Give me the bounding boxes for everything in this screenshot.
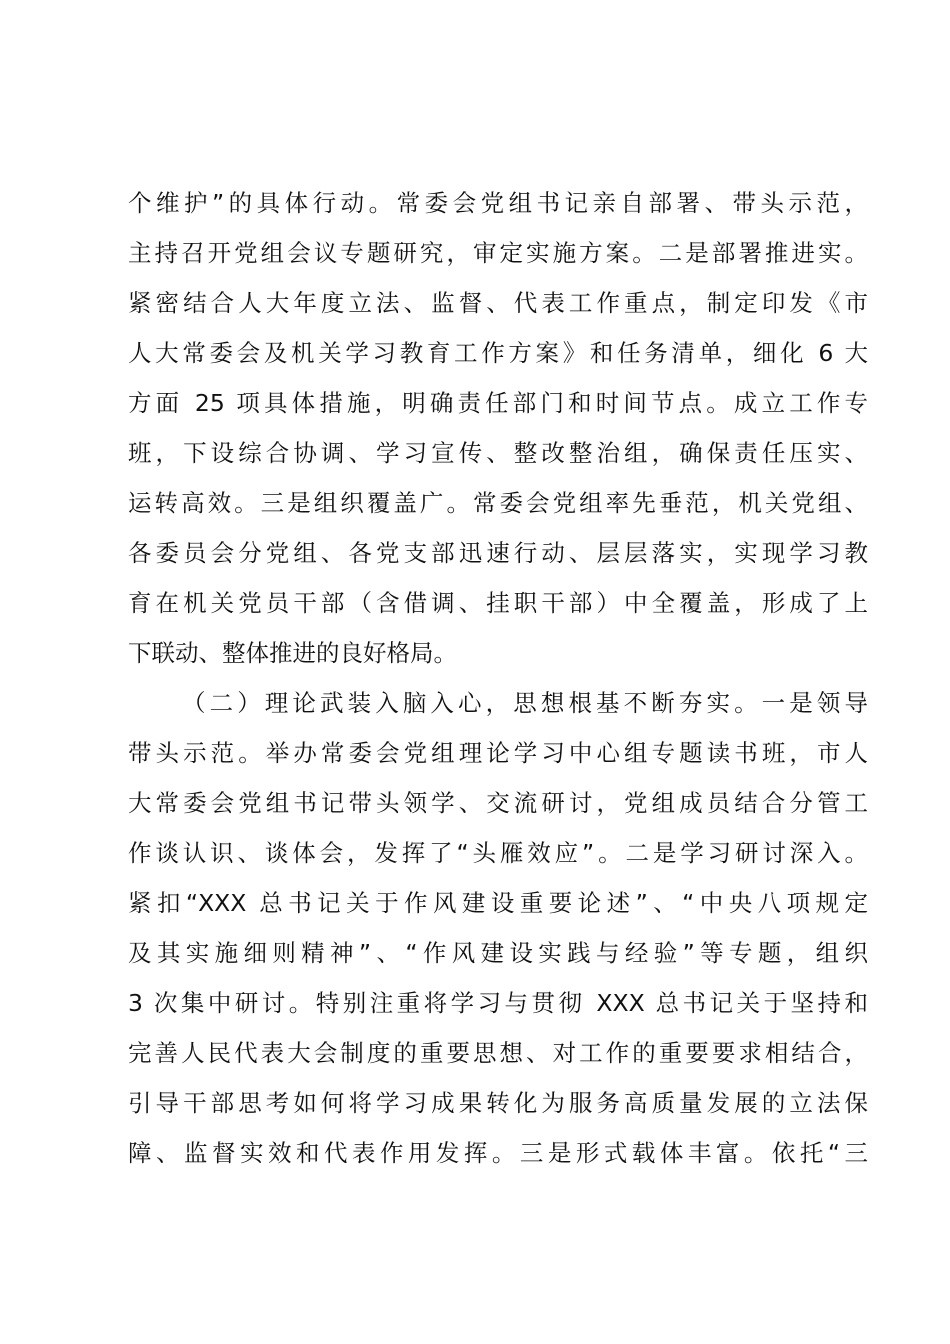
text-line: 方面 25 项具体措施，明确责任部门和时间节点。成立工作专 xyxy=(128,389,868,417)
text-line: 3 次集中研讨。特别注重将学习与贯彻 XXX 总书记关于坚持和 xyxy=(128,989,868,1017)
section-heading-line: （二）理论武装入脑入心，思想根基不断夯实。一是领导 xyxy=(182,689,868,717)
text-line: 及其实施细则精神”、“作风建设实践与经验”等专题，组织 xyxy=(128,939,868,967)
text-line: 大常委会党组书记带头领学、交流研讨，党组成员结合分管工 xyxy=(128,789,868,817)
text-line: 班，下设综合协调、学习宣传、整改整治组，确保责任压实、 xyxy=(128,439,868,467)
text-line: 带头示范。举办常委会党组理论学习中心组专题读书班，市人 xyxy=(128,739,868,767)
text-line: 紧扣“XXX 总书记关于作风建设重要论述”、“中央八项规定 xyxy=(128,889,868,917)
text-line: 引导干部思考如何将学习成果转化为服务高质量发展的立法保 xyxy=(128,1089,868,1117)
text-line: 运转高效。三是组织覆盖广。常委会党组率先垂范，机关党组、 xyxy=(128,489,868,517)
text-line: 下联动、整体推进的良好格局。 xyxy=(128,639,457,667)
text-line: 育在机关党员干部（含借调、挂职干部）中全覆盖，形成了上 xyxy=(128,589,868,617)
text-line: 个维护”的具体行动。常委会党组书记亲自部署、带头示范， xyxy=(128,189,868,217)
text-line: 各委员会分党组、各党支部迅速行动、层层落实，实现学习教 xyxy=(128,539,868,567)
text-line: 障、监督实效和代表作用发挥。三是形式载体丰富。依托“三 xyxy=(128,1139,868,1167)
text-line: 人大常委会及机关学习教育工作方案》和任务清单，细化 6 大 xyxy=(128,339,868,367)
text-line: 作谈认识、谈体会，发挥了“头雁效应”。二是学习研讨深入。 xyxy=(128,839,868,867)
text-line: 完善人民代表大会制度的重要思想、对工作的重要要求相结合， xyxy=(128,1039,868,1067)
text-line: 主持召开党组会议专题研究，审定实施方案。二是部署推进实。 xyxy=(128,239,868,267)
text-line: 紧密结合人大年度立法、监督、代表工作重点，制定印发《市 xyxy=(128,289,868,317)
